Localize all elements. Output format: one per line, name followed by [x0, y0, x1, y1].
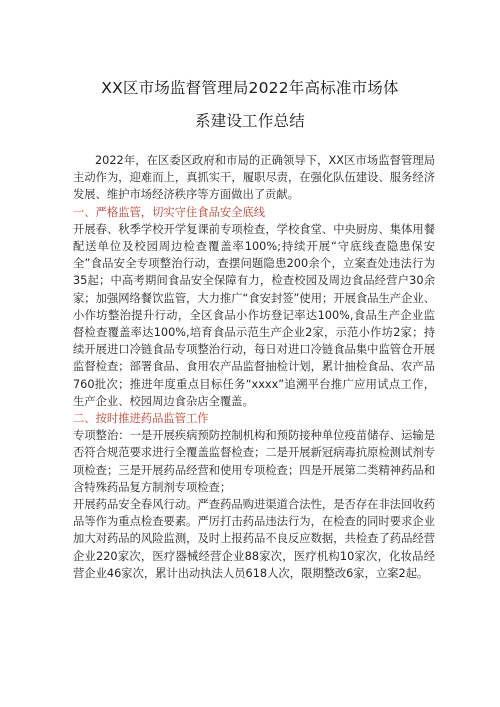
- section2-paragraph-2: 开展药品安全春风行动。严查药品购进渠道合法性，是否存在非法回收药品等作为重点检查要素。严厉打击药品违法行为，在检查的同时要求企业加大对药品的风险监测，及时上报药品不良反应数据，共检查了药品经营企业220家次，医疗器械经营企业88家次，医疗机构10家次，化妆品经营企业46家次，累计出动执法人员618人次，限期整改6家，立案2起。: [73, 498, 435, 580]
- section2-heading: 二、按时推进药品监管工作: [73, 412, 209, 426]
- document-body: [73, 152, 435, 582]
- document-title-line1: XX区市场监督管理局2022年高标准市场体: [101, 79, 399, 97]
- section2-paragraph-1: 专项整治：一是开展疾病预防控制机构和预防接种单位疫苗储存、运输是否符合规范要求进行全覆盖监督检查；二是开展新冠病毒抗原检测试剂专项检查；三是开展药品经营和使用专项检查；四是开展第二类精神药品和含特殊药品复方制剂专项检查；: [73, 429, 435, 494]
- section1-heading: 一、严格监管，切实守住食品安全底线: [73, 205, 266, 219]
- section1-paragraph: 开展春、秋季学校开学复课前专项检查，学校食堂、中央厨房、集体用餐配送单位及校园周边检查覆盖率100%;持续开展“守底线查隐患保安全”食品安全专项整治行动，查摆问题隐患200余个，立案查处违法行为35起；中高考期间食品安全保障有力，检查校园及周边食品经营户30余家；加强网络餐饮监管，大力推广“食安封签”使用；开展食品生产企业、小作坊整治提升行动，全区食品小作坊登记率达100%,食品生产企业监督检查覆盖率达100%,培育食品示范生产企业2家，示范小作坊2家；持续开展进口冷链食品专项整治行动，每日对进口冷链食品集中监管仓开展监督检查；部署食品、食用农产品监督抽检计划，累计抽检食品、农产品760批次；推进年度重点目标任务“xxxx”追溯平台推广应用试点工作，生产企业、校园周边食杂店全覆盖。: [73, 222, 435, 408]
- document-title-line2: 系建设工作总结: [195, 112, 305, 130]
- intro-paragraph: 2022年，在区委区政府和市局的正确领导下，XX区市场监督管理局主动作为，迎难而上，真抓实干，履职尽责，在强化队伍建设、服务经济发展、维护市场经济秩序等方面做出了贡献。: [73, 154, 435, 202]
